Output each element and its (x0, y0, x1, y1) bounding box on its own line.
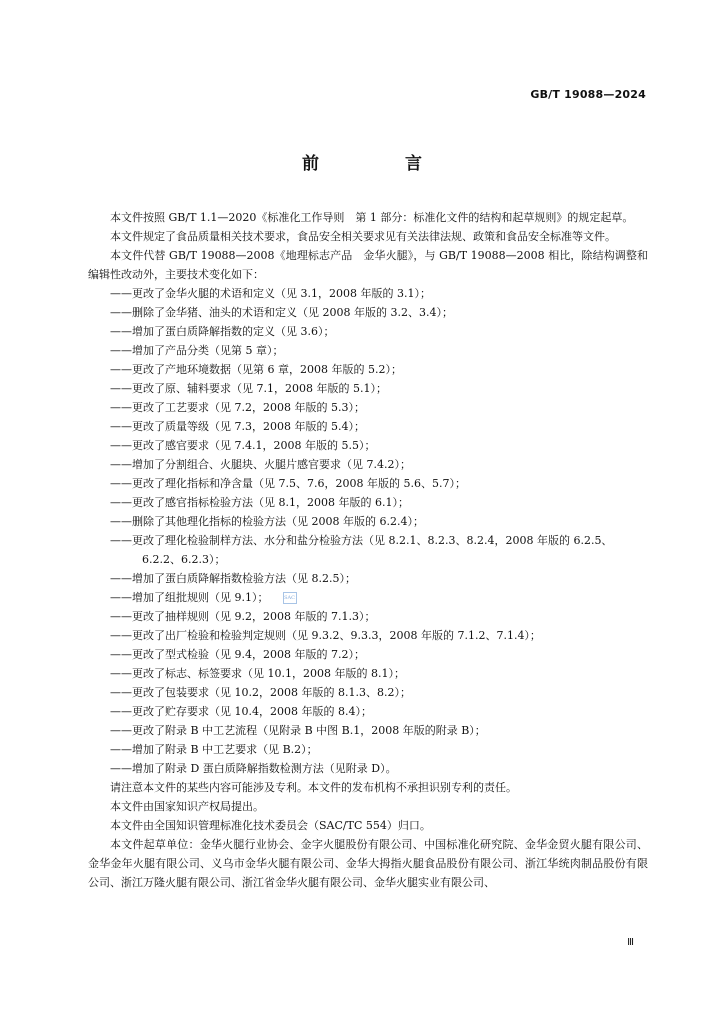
list-item-continuation: 6.2.2、6.2.3）； (142, 553, 226, 566)
list-item: ——增加了蛋白质降解指数检验方法（见 8.2.5）； (110, 572, 356, 585)
list-item (88, 588, 648, 607)
list-item: ——更改了产地环境数据（见第 6 章，2008 年版的 5.2）； (110, 363, 402, 376)
list-item: ——更改了感官要求（见 7.4.1，2008 年版的 5.5）； (110, 439, 376, 452)
list-item: ——更改了工艺要求（见 7.2，2008 年版的 5.3）； (110, 401, 365, 414)
list-item: ——增加了附录 D 蛋白质降解指数检测方法（见附录 D）。 (110, 762, 397, 775)
list-item: ——更改了型式检验（见 9.4，2008 年版的 7.2）； (110, 648, 365, 661)
list-item: ——更改了包装要求（见 10.2，2008 年版的 8.1.3、8.2）； (110, 686, 411, 699)
paragraph-patent-notice: 请注意本文件的某些内容可能涉及专利。本文件的发布机构不承担识别专利的责任。 (110, 781, 517, 794)
list-item: ——删除了金华猪、油头的术语和定义（见 2008 年版的 3.2、3.4）； (110, 306, 453, 319)
list-item: ——删除了其他理化指标的检验方法（见 2008 年版的 6.2.4）； (110, 515, 424, 528)
page-number: Ⅲ (627, 937, 634, 948)
list-item: ——更改了理化指标和净含量（见 7.5、7.6，2008 年版的 5.6、5.7）； (110, 477, 466, 490)
paragraph-drafting-rules: 本文件按照 GB/T 1.1—2020《标准化工作导则 第 1 部分：标准化文件的结构和起草规则》的规定起草。 (110, 211, 634, 224)
list-item-text: ——增加了组批规则（见 9.1）； (110, 591, 269, 604)
list-item: ——增加了蛋白质降解指数的定义（见 3.6）； (110, 325, 335, 338)
list-item: ——更改了感官指标检验方法（见 8.1，2008 年版的 6.1）； (110, 496, 409, 509)
paragraph-drafting-units: 本文件起草单位：金华火腿行业协会、金字火腿股份有限公司、中国标准化研究院、金华金贸火腿有限公司、金华金年火腿有限公司、义乌市金华火腿有限公司、金华大拇指火腿食品股份有限公司、浙江华统肉制品股份有限公司、浙江万隆火腿有限公司、浙江省金华火腿有限公司、金华火腿实业有限公司、 (88, 838, 648, 889)
document-body (88, 208, 648, 892)
paragraph-replacement: 本文件代替 GB/T 19088—2008《地理标志产品 金华火腿》，与 GB/T 19088—2008 相比，除结构调整和编辑性改动外，主要技术变化如下： (88, 249, 648, 281)
list-item-text: ——更改了理化检验制样方法、水分和盐分检验方法（见 8.2.1、8.2.3、8.2.4，2008 年版的 6.2.5、 (110, 534, 613, 547)
page-title: 前 言 (302, 154, 462, 174)
list-item: ——更改了贮存要求（见 10.4，2008 年版的 8.4）； (110, 705, 372, 718)
sac-watermark-icon: SAC (283, 592, 297, 604)
list-item: ——更改了抽样规则（见 9.2，2008 年版的 7.1.3）； (110, 610, 376, 623)
paragraph-scope-note: 本文件规定了食品质量相关技术要求，食品安全相关要求见有关法律法规、政策和食品安全标准等文件。 (110, 230, 616, 243)
list-item: ——更改了原、辅料要求（见 7.1，2008 年版的 5.1）； (110, 382, 387, 395)
list-item: ——增加了产品分类（见第 5 章）； (110, 344, 284, 357)
list-item: ——更改了质量等级（见 7.3，2008 年版的 5.4）； (110, 420, 365, 433)
list-item: ——增加了附录 B 中工艺要求（见 B.2）； (110, 743, 318, 756)
paragraph-committee: 本文件由全国知识管理标准化技术委员会（SAC/TC 554）归口。 (110, 819, 431, 832)
list-item: ——更改了金华火腿的术语和定义（见 3.1，2008 年版的 3.1）； (110, 287, 431, 300)
paragraph-proposer: 本文件由国家知识产权局提出。 (110, 800, 264, 813)
list-item: ——增加了分割组合、火腿块、火腿片感官要求（见 7.4.2）； (110, 458, 411, 471)
list-item: ——更改了附录 B 中工艺流程（见附录 B 中图 B.1，2008 年版的附录 B）； (110, 724, 486, 737)
changes-list (88, 284, 648, 778)
list-item-multiline (88, 531, 648, 569)
standard-id: GB/T 19088—2024 (530, 88, 646, 101)
list-item: ——更改了标志、标签要求（见 10.1，2008 年版的 8.1）； (110, 667, 405, 680)
list-item: ——更改了出厂检验和检验判定规则（见 9.3.2、9.3.3，2008 年版的 7.1.2、7.1.4）； (110, 629, 541, 642)
